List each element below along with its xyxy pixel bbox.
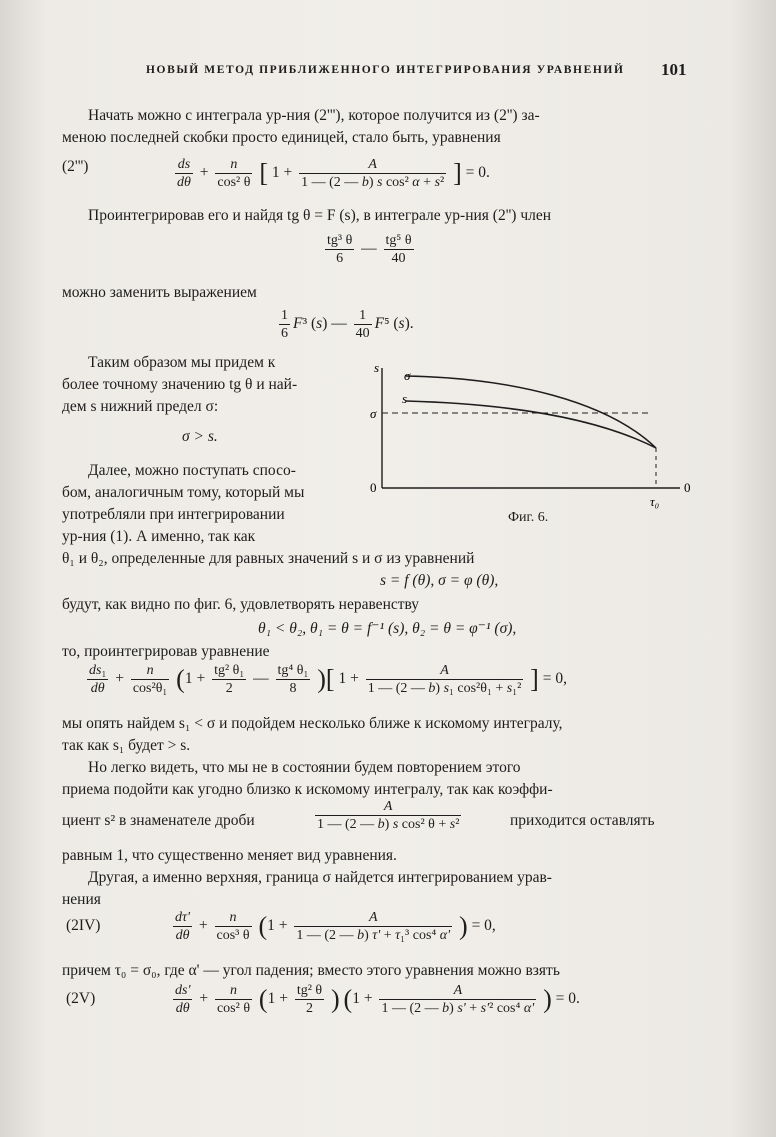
text-line: Начать можно с интеграла ур-ния (2'''), которое получится из (2'') за- [88, 107, 540, 124]
label-curve-sigma: σ [404, 368, 411, 383]
equation-2-V [66, 990, 95, 1008]
text-line: Другая, а именно верхняя, граница σ найдется интегрированием урав- [88, 869, 552, 886]
text-line: мы опять найдем s₁ < σ и подойдем несколько ближе к искомому интегралу, [62, 715, 563, 732]
text-line: меною последней скобки просто единицей, стало быть, уравнения [62, 129, 501, 146]
equation-sigma-gt-s: σ > s. [182, 428, 218, 445]
text-line: дем s нижний предел σ: [62, 398, 219, 415]
label-x-tick: τ₀ [650, 494, 660, 509]
label-y-axis: s [374, 360, 380, 375]
equation-2-triple-prime [62, 158, 88, 176]
figure-6 [362, 356, 702, 528]
text-line: Проинтегрировав его и найдя tg θ = F (s), в интеграле ур-ния (2'') член [88, 207, 552, 224]
text-line: ур-ния (1). А именно, так как [62, 528, 256, 545]
label-curve-s: s [402, 391, 408, 406]
text-line: причем τ₀ = σ₀, где α' — угол падения; вместо этого уравнения можно взять [62, 962, 560, 979]
text-line: так как s₁ будет > s. [62, 737, 191, 754]
curve-s [406, 401, 656, 448]
text-line: Но легко видеть, что мы не в состоянии будем повторением этого [88, 759, 521, 776]
equation-tg-series: $\frac{\text{tg³ θ}}{6}$ — $\frac{\text{tg⁵ θ}}{40}$ [327, 233, 412, 266]
equation-F-series: $\frac{1}{6}$ F³ (s) — $\frac{1}{40}$ F⁵ (s). [281, 308, 414, 341]
running-header: НОВЫЙ МЕТОД ПРИБЛИЖЕННОГО ИНТЕГРИРОВАНИЯ УРАВНЕНИЙ [146, 64, 625, 76]
equation-body: $\frac{ds'}{d\theta}$ + $\frac{n}{\text{cos² θ}}$ (1 + $\frac{\text{tg² θ}}{2}$ ) (1 + $\frac{A}{\text{1 — (2 — b) s' + s'² cos⁴ α'}}$ ) = 0. [175, 983, 580, 1016]
text-line: употребляли при интегрировании [62, 506, 285, 523]
text-line: равным 1, что существенно меняет вид уравнения. [62, 847, 397, 864]
equation-body: $\frac{ds}{d\theta}$ + $\frac{n}{\text{cos² θ}}$ [ 1 + $\frac{A}{\text{1 — (2 — b) s cos² α + s²}}$ ] = 0. [177, 157, 490, 190]
text-line: будут, как видно по фиг. 6, удовлетворять неравенству [62, 596, 420, 613]
text-line: нения [62, 891, 101, 908]
text-line: приходится оставлять [510, 812, 655, 829]
text-line: бом, аналогичным тому, который мы [62, 484, 305, 501]
equation-fraction-A: $\frac{A}{\text{1 — (2 — b) s cos² θ + s²}}$ [317, 799, 460, 832]
label-origin: 0 [370, 480, 377, 495]
text-line: циент s² в знаменателе дроби [62, 812, 255, 829]
text-line: приема подойти как угодно близко к искомому интегралу, так как коэффи- [62, 781, 553, 798]
equation-inequality: θ₁ < θ₂, θ₁ = θ = f⁻¹ (s), θ₂ = θ = φ⁻¹ (σ), [258, 620, 517, 637]
page-number: 101 [661, 60, 687, 79]
equation-label: (2V) [66, 990, 96, 1007]
equation-2-IV [66, 917, 100, 935]
text-line: Таким образом мы придем к [88, 354, 276, 371]
equation-label: (2IV) [66, 917, 101, 934]
text-line: можно заменить выражением [62, 284, 257, 301]
figure-caption: Фиг. 6. [508, 510, 549, 525]
label-right-end: 0 [684, 480, 691, 495]
text-line: Далее, можно поступать спосо- [88, 462, 296, 479]
equation-body: $\frac{d\tau'}{d\theta}$ + $\frac{n}{\text{cos³ θ}}$ (1 + $\frac{A}{\text{1 — (2 — b) τ' + τ₁³ cos⁴ α'}}$ ) = 0, [175, 910, 496, 943]
text-line: более точному значению tg θ и най- [62, 376, 298, 393]
text-line: то, проинтегрировав уравнение [62, 643, 270, 660]
equation-s1: $\frac{\text{ds₁}}{d\theta}$ + $\frac{n}{\text{cos²θ₁}}$ (1 + $\frac{\text{tg² θ₁}}{2}$ — $\frac{\text{tg⁴ θ₁}}{8}$ )[ 1 + $\frac{A}{\text{1 — (2 — b) s₁ cos²θ₁ + s₁²}}$ ] = 0, [89, 663, 567, 696]
text-line: θ₁ и θ₂, определенные для равных значений s и σ из уравнений [62, 550, 475, 567]
equation-s-sigma-functions: s = f (θ), σ = φ (θ), [380, 572, 499, 589]
equation-label: (2''') [62, 158, 89, 175]
label-left-mark: σ [370, 406, 377, 421]
